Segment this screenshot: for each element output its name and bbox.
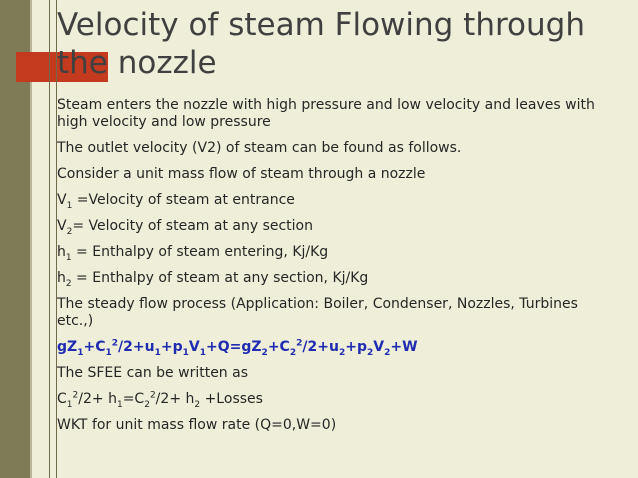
definition-h2: $h_2$ = Enthalpy of steam at any section, Kj/Kg (57, 270, 369, 289)
equation-simplified: $C_1^2/2+ h_1=C_2^2/2+ h_2$ +Losses (57, 390, 263, 410)
para-wkt: WKT for unit mass flow rate (Q=0,W=0) (57, 417, 337, 433)
slide-title: Velocity of steam Flowing through the nozzle (57, 7, 585, 81)
definition-h1: $h_1$ = Enthalpy of steam entering, Kj/Kg (57, 244, 329, 263)
para-intro: Steam enters the nozzle with high pressure and low velocity and leaves with high velocity and low pressure (57, 97, 595, 130)
para-outlet-velocity: The outlet velocity (V2) of steam can be found as follows. (57, 140, 462, 156)
para-unit-mass-flow: Consider a unit mass flow of steam through a nozzle (57, 166, 426, 182)
slide-body (57, 97, 617, 443)
definition-v1: $V_1$ =Velocity of steam at entrance (57, 192, 295, 211)
definition-v2: $V_2=$ Velocity of steam at any section (57, 218, 313, 237)
para-steady-flow: The steady flow process (Application: Boiler, Condenser, Nozzles, Turbines etc.,) (57, 296, 578, 329)
para-sfee: The SFEE can be written as (57, 365, 249, 381)
equation-sfee: $gZ_1+C_1^2/2+u_1+p_1V_1+Q=gZ_2+C_2^2/2+u_2+p_2V_2+W$ (57, 338, 418, 358)
vertical-rule-left (49, 0, 50, 478)
